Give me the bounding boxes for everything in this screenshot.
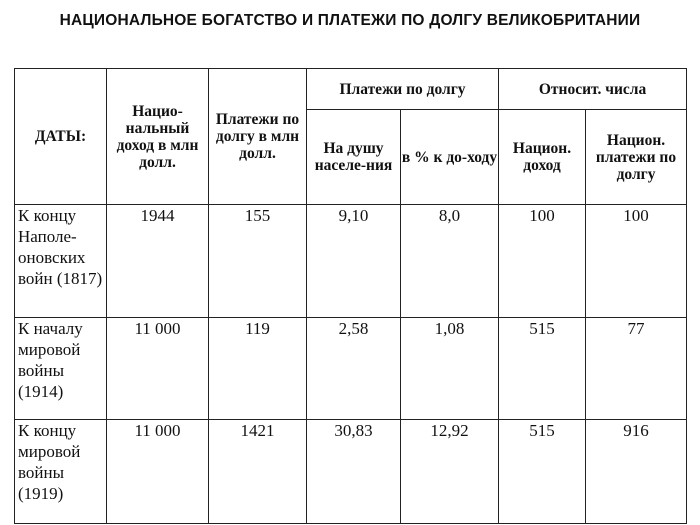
row-per-capita: 9,10	[307, 205, 401, 318]
row-payments: 119	[209, 318, 307, 420]
row-relative-payments: 77	[586, 318, 687, 420]
row-relative-income: 515	[499, 420, 586, 524]
header-debt-payments-group: Платежи по долгу	[307, 69, 499, 110]
row-payments: 1421	[209, 420, 307, 524]
row-income: 1944	[107, 205, 209, 318]
header-relative-payments: Национ. платежи по долгу	[586, 110, 687, 205]
row-payments: 155	[209, 205, 307, 318]
row-date: К началу мировой войны (1914)	[15, 318, 107, 420]
row-relative-income: 515	[499, 318, 586, 420]
row-date: К концу Наполе-оновских войн (1817)	[15, 205, 107, 318]
table-row	[15, 318, 687, 420]
row-per-capita: 2,58	[307, 318, 401, 420]
row-percent: 8,0	[401, 205, 499, 318]
row-percent: 1,08	[401, 318, 499, 420]
row-per-capita: 30,83	[307, 420, 401, 524]
row-date: К концу мировой войны (1919)	[15, 420, 107, 524]
header-national-income: Нацио-нальный доход в млн долл.	[107, 69, 209, 205]
row-income: 11 000	[107, 420, 209, 524]
table-row	[15, 420, 687, 524]
row-relative-payments: 916	[586, 420, 687, 524]
header-relative-numbers-group: Относит. числа	[499, 69, 687, 110]
row-percent: 12,92	[401, 420, 499, 524]
header-dates: ДАТЫ:	[15, 69, 107, 205]
header-percent-of-income: в % к до-ходу	[401, 110, 499, 205]
row-relative-income: 100	[499, 205, 586, 318]
page-title: НАЦИОНАЛЬНОЕ БОГАТСТВО И ПЛАТЕЖИ ПО ДОЛГУ ВЕЛИКОБРИТАНИИ	[59, 12, 641, 29]
row-relative-payments: 100	[586, 205, 687, 318]
debt-table	[14, 68, 687, 524]
header-relative-income: Национ. доход	[499, 110, 586, 205]
row-income: 11 000	[107, 318, 209, 420]
header-debt-payments: Платежи по долгу в млн долл.	[209, 69, 307, 205]
header-per-capita: На душу населе-ния	[307, 110, 401, 205]
table-row	[15, 205, 687, 318]
